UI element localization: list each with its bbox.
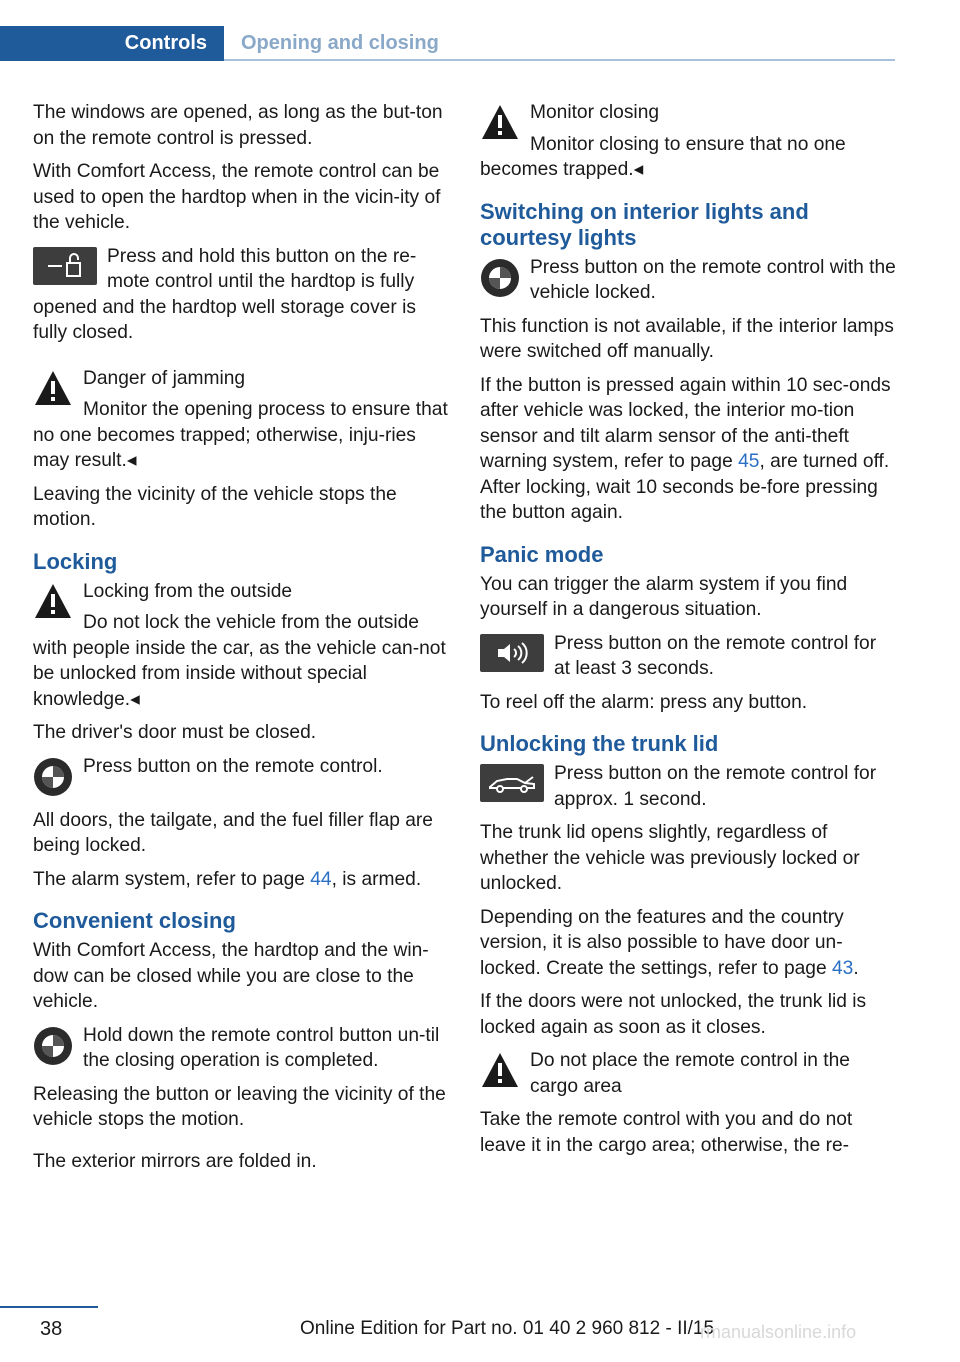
- button-instruction-lights: [480, 255, 896, 306]
- paragraph: Take the remote control with you and do not leave it in the cargo area; otherwise, the re-: [480, 1109, 853, 1156]
- paragraph: The exterior mirrors are folded in.: [33, 1150, 317, 1172]
- section-tab-controls[interactable]: Controls: [0, 26, 224, 61]
- paragraph: This function is not available, if the interior lamps were switched off manually.: [480, 315, 894, 362]
- section-tab-opening-closing[interactable]: Opening and closing: [241, 32, 439, 54]
- paragraph: Leaving the vicinity of the vehicle stops the motion.: [33, 483, 397, 530]
- warning-note-cargo-area: [480, 1048, 896, 1099]
- bmw-roundel-button-icon: [33, 757, 73, 797]
- page-number: 38: [40, 1318, 63, 1340]
- button-text: Hold down the remote control button un-til the closing operation is completed.: [83, 1024, 440, 1071]
- horn-sound-button-icon: [480, 634, 544, 672]
- button-text: Press button on the remote control for approx. 1 second.: [554, 763, 877, 810]
- heading-locking: Locking: [33, 548, 118, 574]
- paragraph-antitheft-ref: If the button is pressed again within 10 sec-onds after vehicle was locked, the interior mo-tion sensor and tilt alarm sensor of the anti-theft warning system, refer to page 45, are turned off. After locking, wait 10 seconds be-fore pressing the button again.: [480, 374, 891, 523]
- warning-triangle-icon: [480, 1050, 520, 1090]
- page-header: [0, 26, 895, 62]
- paragraph-alarm-ref: The alarm system, refer to page 44, is armed.: [33, 868, 422, 890]
- watermark: rmanualsonline.info: [700, 1322, 857, 1342]
- button-instruction-panic: [480, 631, 896, 682]
- paragraph: With Comfort Access, the hardtop and the win-dow can be closed while you are close to the vehicle.: [33, 940, 429, 1012]
- paragraph: You can trigger the alarm system if you find yourself in a dangerous situation.: [480, 573, 848, 620]
- paragraph: Releasing the button or leaving the vicinity of the vehicle stops the motion.: [33, 1083, 446, 1130]
- warning-title: Danger of jamming: [83, 367, 246, 389]
- paragraph-settings-ref: Depending on the features and the country version, it is also possible to have door un-locked. Create the settings, refer to page 43.: [480, 906, 859, 979]
- button-text: Press and hold this button on the re-mote control until the hardtop is fully opened and the hardtop well storage cover is fully closed.: [33, 245, 417, 343]
- paragraph: If the doors were not unlocked, the trunk lid is locked again as soon as it closes.: [480, 991, 867, 1038]
- right-column: [480, 100, 896, 1166]
- warning-triangle-icon: [33, 368, 73, 408]
- heading-interior-lights: Switching on interior lights and courtesy lights: [480, 198, 809, 250]
- paragraph: All doors, the tailgate, and the fuel filler flap are being locked.: [33, 809, 433, 856]
- paragraph: The trunk lid opens slightly, regardless of whether the vehicle was previously locked or unlocked.: [480, 822, 860, 894]
- warning-title: Locking from the outside: [83, 580, 293, 602]
- warning-triangle-icon: [33, 581, 73, 621]
- button-instruction-lock: [33, 754, 449, 800]
- header-divider: [224, 59, 895, 61]
- page-link[interactable]: 43: [831, 957, 854, 979]
- button-instruction-trunk: [480, 761, 896, 812]
- bmw-roundel-button-icon: [480, 258, 520, 298]
- button-instruction-unlock: [33, 244, 449, 346]
- page-link[interactable]: 45: [738, 451, 760, 472]
- bmw-roundel-button-icon: [33, 1026, 73, 1066]
- trunk-car-button-icon: [480, 764, 544, 802]
- page-link[interactable]: 44: [310, 868, 332, 890]
- warning-body: Do not lock the vehicle from the outside with people inside the car, as the vehicle can-not be unlocked from inside without special knowledge.◂: [33, 612, 446, 710]
- edition-info: Online Edition for Part no. 01 40 2 960 812 - II/15: [300, 1318, 715, 1339]
- footer-divider: [0, 1306, 98, 1308]
- warning-title: Do not place the remote control in the cargo area: [530, 1050, 850, 1097]
- paragraph: The driver's door must be closed.: [33, 722, 317, 743]
- button-text: Press button on the remote control with the vehicle locked.: [530, 256, 896, 303]
- warning-triangle-icon: [480, 102, 520, 142]
- unlock-button-icon: [33, 247, 97, 285]
- heading-unlocking-trunk: Unlocking the trunk lid: [480, 731, 719, 756]
- paragraph: The windows are opened, as long as the but-ton on the remote control is pressed.: [33, 102, 443, 149]
- warning-body: Monitor the opening process to ensure that no one becomes trapped; otherwise, inju-ries may result.◂: [33, 399, 448, 471]
- warning-title: Monitor closing: [530, 102, 660, 123]
- button-text: Press button on the remote control for at least 3 seconds.: [554, 632, 877, 679]
- warning-note-jamming: [33, 366, 449, 474]
- paragraph: With Comfort Access, the remote control can be used to open the hardtop when in the vicin-ity of the vehicle.: [33, 161, 441, 233]
- heading-convenient-closing: Convenient closing: [33, 908, 236, 933]
- warning-note-monitor-closing: [480, 100, 896, 183]
- paragraph: To reel off the alarm: press any button.: [480, 691, 808, 713]
- heading-panic-mode: Panic mode: [480, 541, 604, 567]
- warning-body: Monitor closing to ensure that no one becomes trapped.◂: [480, 133, 846, 180]
- warning-note-locking: [33, 579, 449, 713]
- button-text: Press button on the remote control.: [83, 755, 383, 777]
- left-column: [33, 100, 449, 1182]
- button-instruction-close: [33, 1023, 449, 1074]
